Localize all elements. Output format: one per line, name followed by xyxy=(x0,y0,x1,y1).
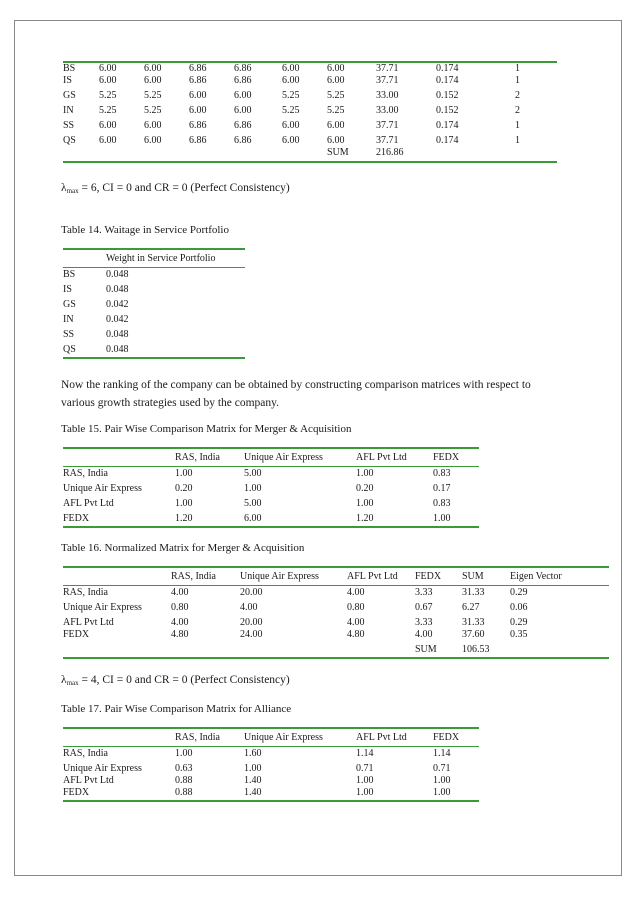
table-cell: 1.00 xyxy=(356,498,374,509)
column-header: AFL Pvt Ltd xyxy=(347,567,415,586)
table-cell: 4.00 xyxy=(171,587,189,598)
table-cell: 0.042 xyxy=(106,314,129,325)
table-cell: 0.35 xyxy=(510,629,528,640)
table-cell: 5.25 xyxy=(144,90,162,101)
lambda-subscript: max xyxy=(66,679,79,687)
table-cell: 37.71 xyxy=(376,62,436,75)
column-header: Unique Air Express xyxy=(244,448,356,467)
table-cell: 6.86 xyxy=(189,135,207,146)
table-cell: 1.00 xyxy=(175,498,193,509)
table-cell: 1.14 xyxy=(356,748,374,759)
column-header: AFL Pvt Ltd xyxy=(356,448,433,467)
column-header: Unique Air Express xyxy=(240,567,347,586)
table-cell: BS xyxy=(63,62,99,75)
document-page xyxy=(14,20,622,876)
table-cell: 6.00 xyxy=(144,75,162,86)
consistency-text: = 6, CI = 0 and CR = 0 (Perfect Consistency) xyxy=(78,182,290,194)
table-row xyxy=(63,75,557,87)
table-cell: 4.00 xyxy=(347,617,365,628)
table-cell: 6.00 xyxy=(244,510,356,527)
table-cell: 6.86 xyxy=(234,135,252,146)
table-cell: 1.00 xyxy=(433,787,479,801)
table-17 xyxy=(63,727,479,802)
body-paragraph xyxy=(61,376,531,412)
table-13-body xyxy=(63,62,557,162)
table-cell: 1 xyxy=(515,62,557,75)
table-cell: 6.00 xyxy=(234,90,252,101)
table-cell: IS xyxy=(63,75,72,86)
column-header: Eigen Vector xyxy=(510,567,609,586)
table-cell: 6.86 xyxy=(234,62,282,75)
table-cell: 1.00 xyxy=(244,483,262,494)
table-cell: FEDX xyxy=(63,629,90,640)
table-cell: 0.88 xyxy=(175,787,244,801)
table-cell: 37.71 xyxy=(376,75,399,86)
table-cell: 4.00 xyxy=(171,617,189,628)
table-cell: 6.00 xyxy=(144,135,162,146)
table-cell: 1 xyxy=(515,75,520,86)
table-cell: 37.71 xyxy=(376,120,399,131)
table-cell: 6.00 xyxy=(99,135,117,146)
table-cell: QS xyxy=(63,135,76,146)
table-cell: 0.29 xyxy=(510,617,528,628)
table-cell: IS xyxy=(63,284,72,295)
table-row xyxy=(63,341,245,358)
table-cell: BS xyxy=(63,269,76,280)
lambda-symbol: λ xyxy=(61,674,67,686)
table-14-caption: Table 14. Waitage in Service Portfolio xyxy=(61,224,229,236)
table-cell: 5.00 xyxy=(244,498,262,509)
table-cell: 6.00 xyxy=(327,75,345,86)
table-cell: 1.00 xyxy=(356,775,374,786)
table-row xyxy=(63,510,479,527)
table-cell: GS xyxy=(63,299,76,310)
table-cell: 1.00 xyxy=(244,763,262,774)
table-cell: SS xyxy=(63,329,75,340)
table-row xyxy=(63,326,245,341)
table-cell: 5.25 xyxy=(99,105,117,116)
table-cell: 37.71 xyxy=(376,135,399,146)
table-cell: 0.71 xyxy=(356,763,374,774)
table-cell: 0.80 xyxy=(171,602,189,613)
table-cell: 6.00 xyxy=(99,75,117,86)
table-row xyxy=(63,760,479,775)
table-cell: 6.86 xyxy=(234,75,252,86)
table-cell: 6.00 xyxy=(282,135,300,146)
table-cell: QS xyxy=(63,341,106,358)
table-row xyxy=(63,268,245,282)
table-cell: 3.33 xyxy=(415,587,433,598)
table-cell: 6.86 xyxy=(189,75,207,86)
table-cell: 0.88 xyxy=(175,775,193,786)
table-cell: 0.048 xyxy=(106,341,245,358)
table-cell: 20.00 xyxy=(240,587,263,598)
table-cell: 6.00 xyxy=(234,105,252,116)
table-cell: 0.17 xyxy=(433,483,451,494)
table-cell: 0.048 xyxy=(106,269,129,280)
table-cell: 6.86 xyxy=(189,62,234,75)
table-cell: 6.00 xyxy=(327,135,345,146)
table-cell: 0.63 xyxy=(175,763,193,774)
table-cell: 1.00 xyxy=(433,510,479,527)
table-cell: 6.00 xyxy=(144,62,189,75)
table-cell: 5.00 xyxy=(244,468,262,479)
table-cell: 6.00 xyxy=(282,75,300,86)
table-row xyxy=(63,281,245,296)
table-cell: Unique Air Express xyxy=(63,602,142,613)
table-cell: 6.27 xyxy=(462,602,480,613)
table-cell: 4.00 xyxy=(415,629,433,640)
table-cell: Unique Air Express xyxy=(63,483,142,494)
table-cell: 0.174 xyxy=(436,120,459,131)
table-cell: 6.00 xyxy=(282,62,327,75)
lambda-subscript: max xyxy=(66,187,79,195)
table-row xyxy=(63,87,557,102)
table-header-row xyxy=(63,728,479,747)
table-cell: 31.33 xyxy=(462,587,485,598)
table-cell: 5.25 xyxy=(144,105,162,116)
table-cell: 0.174 xyxy=(436,135,459,146)
table-cell: 3.33 xyxy=(415,617,433,628)
table-cell: 6.00 xyxy=(144,120,162,131)
table-cell: 0.20 xyxy=(356,483,374,494)
table-cell: 1.00 xyxy=(433,775,451,786)
table-cell: 4.80 xyxy=(171,629,189,640)
column-header: SUM xyxy=(462,567,510,586)
table-cell: 0.06 xyxy=(510,602,528,613)
column-header: FEDX xyxy=(415,567,462,586)
table-15-caption: Table 15. Pair Wise Comparison Matrix for Merger & Acquisition xyxy=(61,423,352,435)
table-cell: 1.20 xyxy=(356,510,433,527)
table-cell: 5.25 xyxy=(282,90,300,101)
table-cell: IN xyxy=(63,314,74,325)
column-header: Unique Air Express xyxy=(244,728,356,747)
table-row xyxy=(63,495,479,510)
table-row xyxy=(63,787,479,801)
table-sum-row xyxy=(63,641,609,658)
column-header: RAS, India xyxy=(171,567,240,586)
table-cell: 0.174 xyxy=(436,75,459,86)
table-16-caption: Table 16. Normalized Matrix for Merger & Acquisition xyxy=(61,542,305,554)
table-cell: 0.80 xyxy=(347,602,365,613)
column-header: Weight in Service Portfolio xyxy=(106,249,245,268)
table-cell: 0.152 xyxy=(436,105,459,116)
sum-value: 216.86 xyxy=(376,147,436,162)
table-cell: 6.00 xyxy=(189,90,207,101)
table-sum-row xyxy=(63,147,557,162)
table-cell: 1 xyxy=(515,120,520,131)
consistency-text: = 4, CI = 0 and CR = 0 (Perfect Consistency) xyxy=(78,674,290,686)
table-cell: 1.60 xyxy=(244,748,262,759)
sum-label: SUM xyxy=(327,147,376,162)
table-row xyxy=(63,629,609,641)
table-cell: 0.29 xyxy=(510,587,528,598)
table-cell: 24.00 xyxy=(240,629,263,640)
sum-label: SUM xyxy=(415,641,462,658)
table-cell: 6.86 xyxy=(234,120,252,131)
table-cell: 1.40 xyxy=(244,787,356,801)
table-17-caption: Table 17. Pair Wise Comparison Matrix for Alliance xyxy=(61,703,292,715)
table-cell: RAS, India xyxy=(63,468,108,479)
table-cell: 0.83 xyxy=(433,498,451,509)
table-cell: 1.00 xyxy=(356,468,374,479)
column-header: FEDX xyxy=(433,448,479,467)
table-cell: 1.00 xyxy=(356,787,433,801)
table-row xyxy=(63,775,479,787)
table-cell: 1.14 xyxy=(433,748,451,759)
table-cell: 33.00 xyxy=(376,90,399,101)
table-cell: 5.25 xyxy=(327,90,345,101)
consistency-statement xyxy=(61,179,290,200)
table-cell: 37.60 xyxy=(462,629,485,640)
table-cell: 0.83 xyxy=(433,468,451,479)
table-row xyxy=(63,747,479,761)
table-cell: 1.00 xyxy=(175,748,193,759)
table-row xyxy=(63,296,245,311)
column-header: FEDX xyxy=(433,728,479,747)
table-cell: 6.00 xyxy=(99,62,144,75)
table-cell: 6.00 xyxy=(327,62,376,75)
table-header-row xyxy=(63,448,479,467)
sum-value: 106.53 xyxy=(462,641,510,658)
table-cell: 0.048 xyxy=(106,284,129,295)
consistency-statement xyxy=(61,671,290,692)
table-row xyxy=(63,599,609,614)
table-cell: 1.40 xyxy=(244,775,262,786)
paragraph-line: various growth strategies used by the company. xyxy=(61,397,280,409)
table-cell: AFL Pvt Ltd xyxy=(63,617,114,628)
table-13 xyxy=(63,61,557,163)
table-cell: 5.25 xyxy=(282,105,300,116)
table-cell: RAS, India xyxy=(63,748,108,759)
paragraph-line: Now the ranking of the company can be obtained by constructing comparison matrices with respect to xyxy=(61,379,531,391)
table-cell: 4.80 xyxy=(347,629,365,640)
table-cell: 1 xyxy=(515,135,520,146)
table-cell: 6.00 xyxy=(282,120,300,131)
table-cell: 0.174 xyxy=(436,62,515,75)
table-cell: 2 xyxy=(515,90,520,101)
table-cell: 31.33 xyxy=(462,617,485,628)
table-cell: 6.00 xyxy=(189,105,207,116)
table-cell: AFL Pvt Ltd xyxy=(63,498,114,509)
table-row xyxy=(63,467,479,481)
table-cell: 1.00 xyxy=(175,468,193,479)
table-cell: 0.20 xyxy=(175,483,193,494)
table-cell: FEDX xyxy=(63,510,175,527)
table-16 xyxy=(63,566,609,659)
table-cell: GS xyxy=(63,90,76,101)
table-cell: 2 xyxy=(515,105,520,116)
column-header: AFL Pvt Ltd xyxy=(356,728,433,747)
table-cell: Unique Air Express xyxy=(63,763,142,774)
lambda-symbol: λ xyxy=(61,182,67,194)
table-cell: FEDX xyxy=(63,787,175,801)
table-cell: 0.042 xyxy=(106,299,129,310)
table-cell: 6.00 xyxy=(99,120,117,131)
table-header-row xyxy=(63,249,245,268)
table-row xyxy=(63,311,245,326)
table-cell: 5.25 xyxy=(99,90,117,101)
table-cell: 0.152 xyxy=(436,90,459,101)
table-cell: AFL Pvt Ltd xyxy=(63,775,114,786)
table-row xyxy=(63,117,557,132)
table-cell: 20.00 xyxy=(240,617,263,628)
table-row xyxy=(63,586,609,600)
table-cell: 0.67 xyxy=(415,602,433,613)
table-cell: 6.86 xyxy=(189,120,207,131)
table-cell: 5.25 xyxy=(327,105,345,116)
column-header: RAS, India xyxy=(175,728,244,747)
table-15 xyxy=(63,447,479,528)
table-cell: 4.00 xyxy=(347,587,365,598)
table-cell: 33.00 xyxy=(376,105,399,116)
table-row xyxy=(63,102,557,117)
table-row xyxy=(63,132,557,147)
table-header-row xyxy=(63,567,609,586)
table-14 xyxy=(63,248,245,359)
table-cell: IN xyxy=(63,105,74,116)
table-cell: 0.048 xyxy=(106,329,129,340)
table-cell: 1.20 xyxy=(175,510,244,527)
table-cell: SS xyxy=(63,120,75,131)
table-cell: 4.00 xyxy=(240,602,258,613)
table-cell: 6.00 xyxy=(327,120,345,131)
table-cell: RAS, India xyxy=(63,587,108,598)
table-row xyxy=(63,614,609,629)
column-header: RAS, India xyxy=(175,448,244,467)
table-row xyxy=(63,480,479,495)
table-row xyxy=(63,62,557,75)
table-cell: 0.71 xyxy=(433,763,451,774)
